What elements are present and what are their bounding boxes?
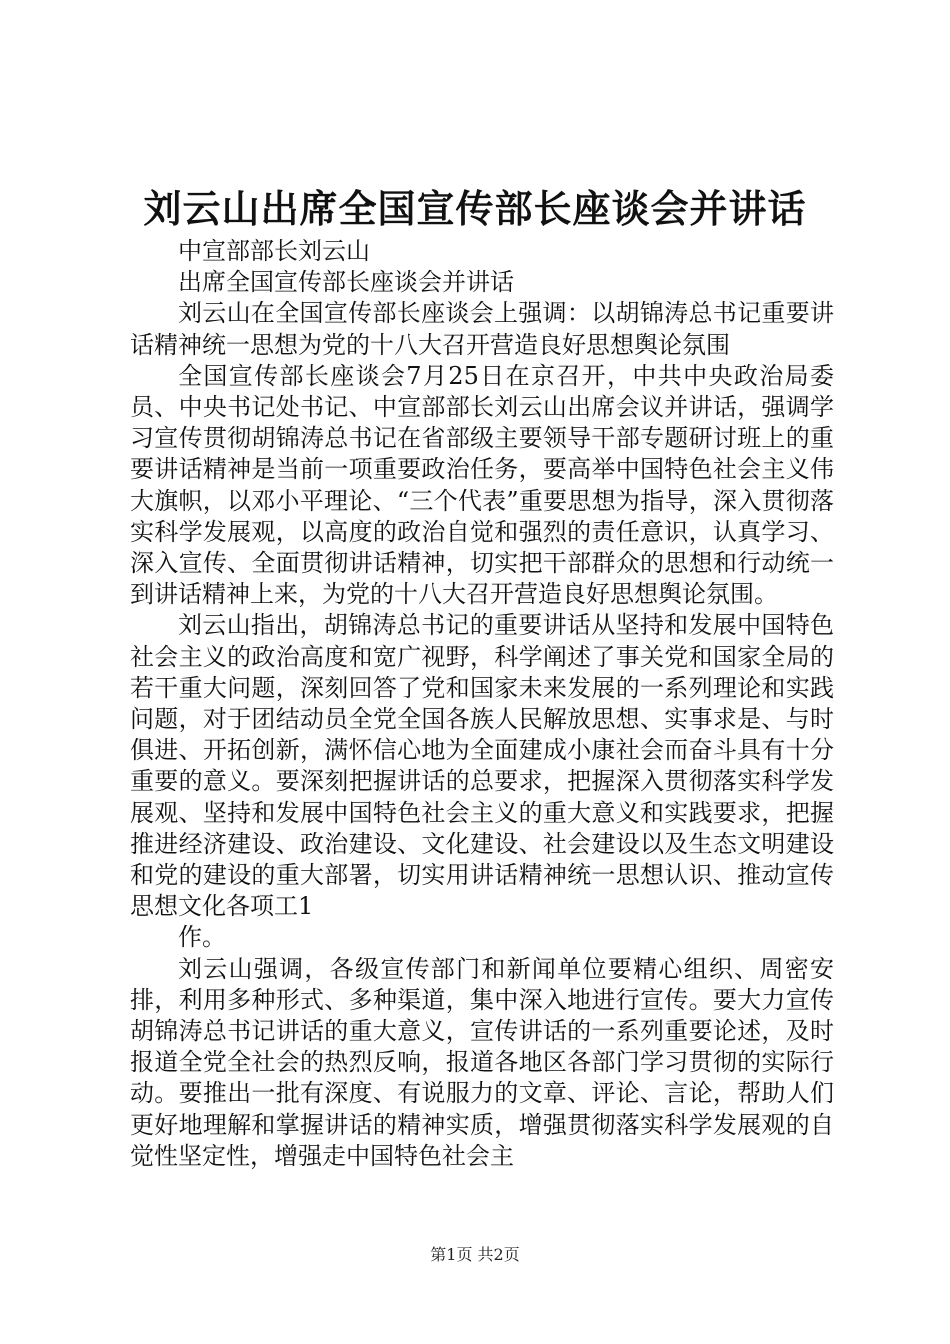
paragraph-continuation: 作。 xyxy=(178,923,226,952)
paragraph-speech-significance: 刘云山指出，胡锦涛总书记的重要讲话从坚持和发展中国特色社会主义的政治高度和宽广视野，科学阐述了事关党和国家全局的若干重大问题，深刻回答了党和国家未来发展的一系列理论和实践问题，对于团结动员全党全国各族人民解放思想、实事求是、与时俱进、开拓创新，满怀信心地为全面建成小康社会而奋斗具有十分重要的意义。要深刻把握讲话的总要求，把握深入贯彻落实科学发展观、坚持和发展中国特色社会主义的重大意义和实践要求，把握推进经济建设、政治建设、文化建设、社会建设以及生态文明建设和党的建设的重大部署，切实用讲话精神统一思想认识、推动宣传思想文化各项工1 xyxy=(130,611,834,921)
paragraph-subtitle-line2: 出席全国宣传部长座谈会并讲话 xyxy=(178,268,514,297)
paragraph-headline: 刘云山在全国宣传部长座谈会上强调：以胡锦涛总书记重要讲话精神统一思想为党的十八大召开营造良好思想舆论氛围 xyxy=(130,299,834,359)
paragraph-publicity: 刘云山强调，各级宣传部门和新闻单位要精心组织、周密安排，利用多种形式、多种渠道，集中深入地进行宣传。要大力宣传胡锦涛总书记讲话的重大意义，宣传讲话的一系列重要论述，及时报道全党全社会的热烈反响，报道各地区各部门学习贯彻的实际行动。要推出一批有深度、有说服力的文章、评论、言论，帮助人们更好地理解和掌握讲话的精神实质，增强贯彻落实科学发展观的自觉性坚定性，增强走中国特色社会主 xyxy=(130,954,834,1170)
document-body xyxy=(130,236,834,1172)
paragraph-meeting: 全国宣传部长座谈会7月25日在京召开，中共中央政治局委员、中央书记处书记、中宣部部长刘云山出席会议并讲话，强调学习宣传贯彻胡锦涛总书记在省部级主要领导干部专题研讨班上的重要讲话精神是当前一项重要政治任务，要高举中国特色社会主义伟大旗帜，以邓小平理论、“三个代表”重要思想为指导，深入贯彻落实科学发展观，以高度的政治自觉和强烈的责任意识，认真学习、深入宣传、全面贯彻讲话精神，切实把干部群众的思想和行动统一到讲话精神上来，为党的十八大召开营造良好思想舆论氛围。 xyxy=(130,361,834,609)
page-footer: 第1页 共2页 xyxy=(430,1245,520,1264)
document-title: 刘云山出席全国宣传部长座谈会并讲话 xyxy=(143,186,807,231)
paragraph-subtitle-line1: 中宣部部长刘云山 xyxy=(178,237,370,265)
